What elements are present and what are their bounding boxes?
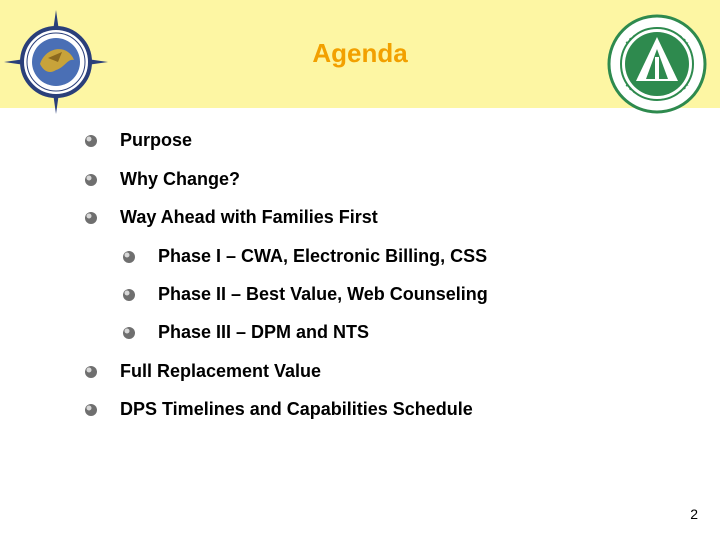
agenda-item-label: Phase II – Best Value, Web Counseling [158, 284, 488, 304]
agenda-item [84, 361, 321, 382]
agenda-subitem [122, 322, 369, 343]
agenda-subitem [122, 284, 488, 305]
bullet-icon [84, 173, 98, 187]
agenda-item [84, 169, 240, 190]
agenda-item-label: Why Change? [120, 169, 240, 189]
agenda-item [84, 399, 473, 420]
agenda-item-label: Phase I – CWA, Electronic Billing, CSS [158, 246, 488, 266]
agenda-item-label: Full Replacement Value [120, 361, 322, 381]
slide-title: Agenda [312, 38, 408, 68]
agenda-item-label: DPS Timelines and Capabilities Schedule [120, 399, 473, 419]
agenda-subitem [122, 246, 487, 267]
bullet-icon [122, 250, 136, 264]
bullet-icon [122, 326, 136, 340]
bullet-icon [84, 211, 98, 225]
bullet-icon [84, 365, 98, 379]
agenda-item-label: Phase III – DPM and NTS [158, 322, 370, 342]
agenda-item-label: Way Ahead with Families First [120, 207, 378, 227]
agenda-item [84, 207, 378, 228]
page-number: 2 [690, 506, 698, 522]
agenda-item-label: Purpose [120, 130, 193, 150]
bullet-icon [84, 403, 98, 417]
bullet-icon [122, 288, 136, 302]
bullet-icon [84, 134, 98, 148]
agenda-item [84, 130, 192, 151]
